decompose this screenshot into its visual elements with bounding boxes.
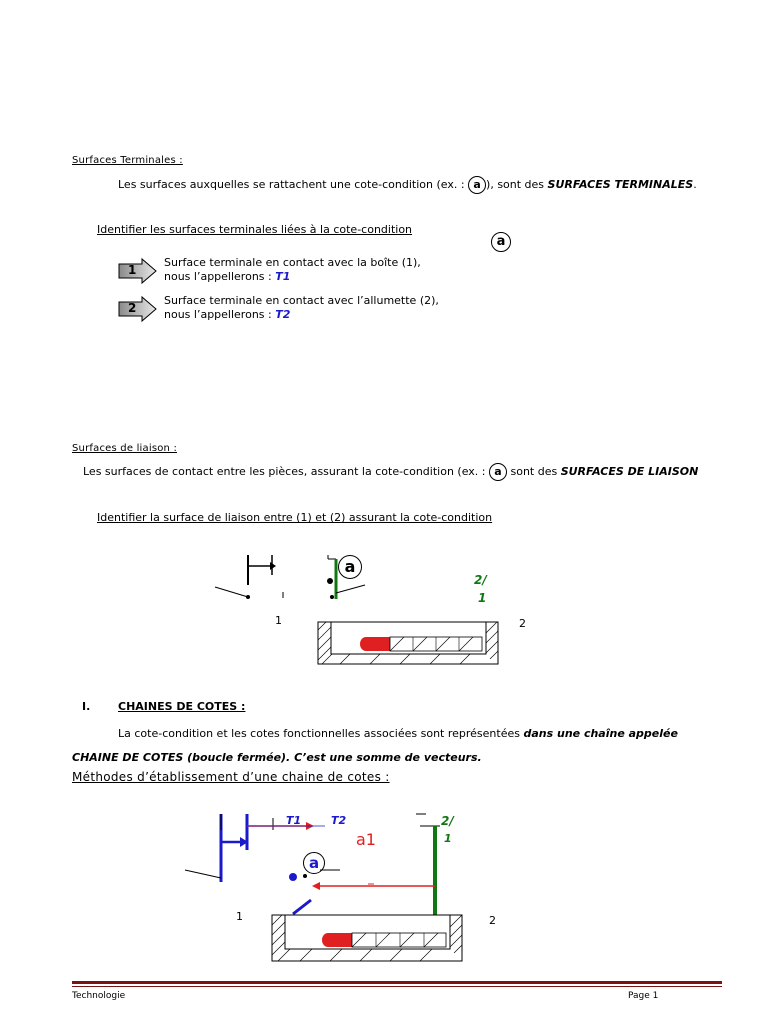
liaison-figure	[200, 545, 540, 670]
chaines-para-strong: dans une chaîne appelée CHAINE DE COTES (boucle fermée). C’est une somme de vecteurs.	[72, 727, 678, 764]
liaison-def-mid: sont des	[506, 465, 561, 478]
arrow-icon-2	[118, 296, 158, 322]
terminale-item-1-line1: Surface terminale en contact avec la boîte (1),	[164, 256, 421, 269]
cote-condition-circle: a	[468, 176, 486, 194]
chaine-fig-contact-top: 2/	[441, 814, 454, 828]
chaine-fig-contact-bottom: 1	[444, 832, 452, 845]
roman-numeral: I.	[82, 700, 91, 713]
terminale-item-2-line1: Surface terminale en contact avec l’allumette (2),	[164, 294, 439, 307]
chaine-figure	[180, 808, 510, 968]
t2-name: T2	[275, 308, 291, 321]
chaine-fig-part2: 2	[489, 914, 496, 927]
section-heading-terminales: Surfaces Terminales :	[72, 155, 183, 166]
terminale-item-1	[164, 256, 421, 284]
terminales-definition	[118, 176, 697, 194]
chaines-para-plain: La cote-condition et les cotes fonctionnelles associées sont représentées	[118, 727, 524, 740]
arrow-icon-1	[118, 258, 158, 284]
footer-page-number: Page 1	[628, 991, 659, 1001]
liaison-task: Identifier la surface de liaison entre (1) et (2) assurant la cote-condition	[97, 511, 493, 524]
terminale-item-2-line2: nous l’appellerons :	[164, 308, 276, 321]
chaines-paragraph	[72, 722, 724, 770]
section-heading-liaison: Surfaces de liaison :	[72, 443, 178, 454]
methods-heading: Méthodes d’établissement d’une chaine de cotes :	[72, 770, 390, 784]
terminale-item-2	[164, 294, 439, 322]
terminales-task: Identifier les surfaces terminales liées à la cote-condition	[97, 223, 413, 236]
liaison-fig-contact-top: 2/	[474, 573, 487, 587]
chaine-fig-part1: 1	[236, 910, 243, 923]
chaines-title: CHAINES DE COTES :	[118, 700, 246, 713]
t1-name: T1	[275, 270, 291, 283]
terminales-def-end: .	[693, 178, 697, 191]
liaison-fig-part1: 1	[275, 614, 282, 627]
footer-rule-thin	[72, 986, 722, 987]
footer-rule-thick	[72, 981, 722, 984]
chaine-fig-t1: T1	[286, 814, 302, 827]
chaine-fig-circle: a	[303, 852, 325, 874]
liaison-fig-circle: a	[338, 555, 362, 579]
liaison-circle: a	[489, 463, 507, 481]
arrow-number-2: 2	[128, 301, 137, 315]
footer-left: Technologie	[72, 991, 126, 1001]
liaison-def-text: Les surfaces de contact entre les pièces, assurant la cote-condition (ex. :	[83, 465, 486, 478]
terminales-def-mid: ), sont des	[486, 178, 548, 191]
terminale-item-1-line2: nous l’appellerons :	[164, 270, 276, 283]
chaine-fig-a1: a1	[356, 830, 376, 849]
task-circle-a: a	[491, 232, 511, 252]
liaison-def-strong: SURFACES DE LIAISON	[560, 465, 699, 478]
arrow-number-1: 1	[128, 263, 137, 277]
terminales-def-text: Les surfaces auxquelles se rattachent une cote-condition (ex. :	[118, 178, 465, 191]
liaison-definition	[83, 463, 698, 481]
liaison-fig-contact-bottom: 1	[478, 591, 487, 605]
liaison-fig-part2: 2	[519, 617, 526, 630]
chaine-fig-t2: T2	[331, 814, 347, 827]
terminales-def-strong: SURFACES TERMINALES	[547, 178, 694, 191]
